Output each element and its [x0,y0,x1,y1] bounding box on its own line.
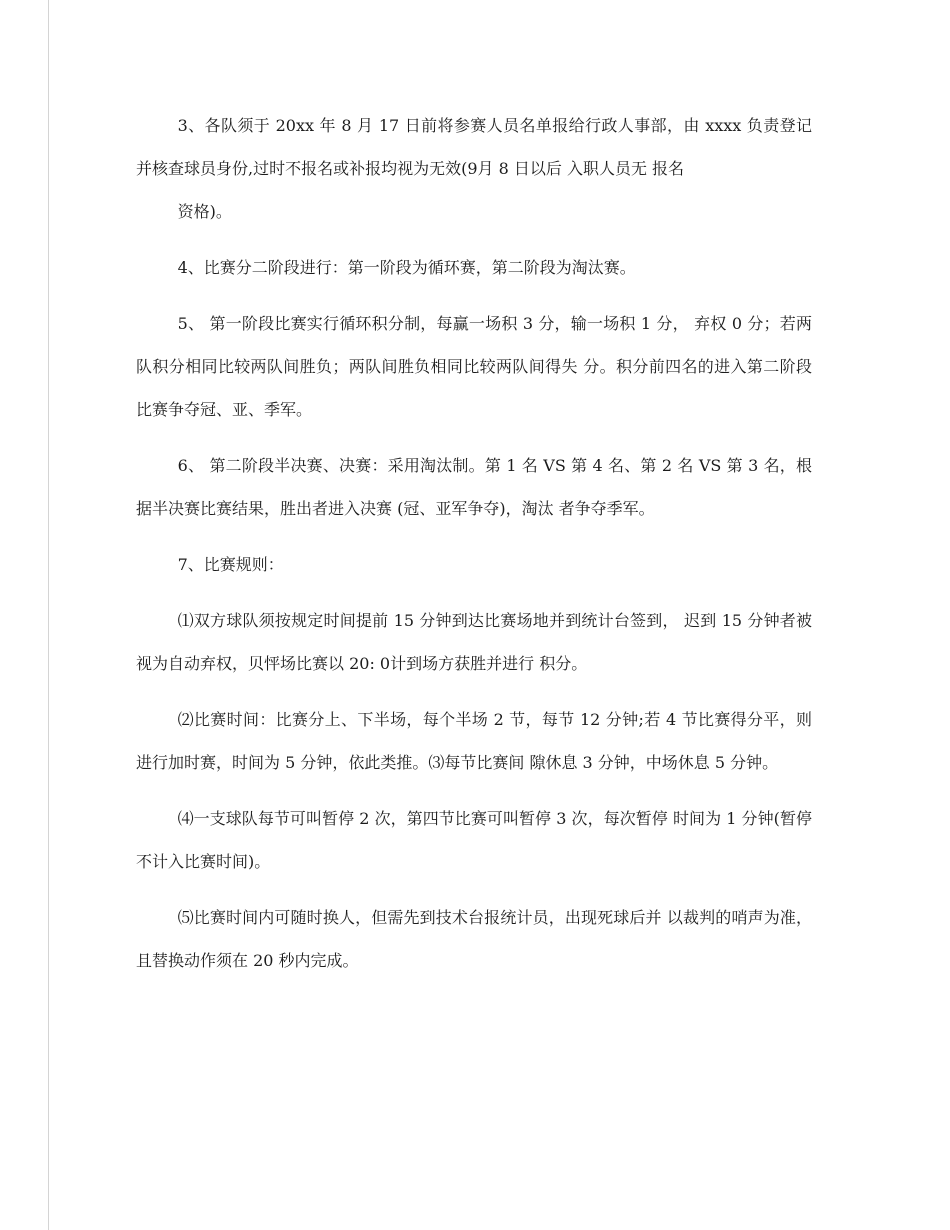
paragraph-knockout: 6、 第二阶段半决赛、决赛：采用淘汰制。第 1 名 VS 第 4 名、第 2 名 VS 第 3 名，根据半决赛比赛结果，胜出者进入决赛 (冠、亚军争夺)，淘汰 者争夺季军。 [136,456,812,518]
paragraph-registration: 3、各队须于 20xx 年 8 月 17 日前将参赛人员名单报给行政人事部，由 xxxx 负责登记并核查球员身份,过时不报名或补报均视为无效(9月 8 日以后 入职人员无 报名 [136,116,812,178]
paragraph-registration-continued: 资格)。 [177,202,232,221]
paragraph-rule-4: ⑷一支球队每节可叫暂停 2 次，第四节比赛可叫暂停 3 次，每次暂停 时间为 1 分钟(暂停不计入比赛时间)。 [136,809,812,871]
document-body [136,104,812,995]
paragraph-rule-1: ⑴双方球队须按规定时间提前 15 分钟到达比赛场地并到统计台签到， 迟到 15 分钟者被视为自动弃权，贝怦场比赛以 20: 0计到场方获胜并进行 积分。 [136,611,812,673]
paragraph-rule-5: ⑸比赛时间内可随时换人，但需先到技术台报统计员，出现死球后并 以裁判的哨声为准，且替换动作须在 20 秒内完成。 [136,908,812,970]
paragraph-rules-heading: 7、比赛规则： [177,555,284,574]
paragraph-rule-2-3: ⑵比赛时间：比赛分上、下半场，每个半场 2 节，每节 12 分钟;若 4 节比赛得分平，则进行加时赛，时间为 5 分钟，依此类推。⑶每节比赛间 隙休息 3 分钟，中场休息 5 分钟。 [136,710,812,772]
page-left-border [48,0,49,1230]
paragraph-round-robin: 5、 第一阶段比赛实行循环积分制，每赢一场积 3 分，输一场积 1 分， 弃权 0 分；若两队积分相同比较两队间胜负；两队间胜负相同比较两队间得失 分。积分前四名的进入第二阶段比赛争夺冠、亚、季军。 [136,314,812,419]
paragraph-stages: 4、比赛分二阶段进行：第一阶段为循环赛，第二阶段为淘汰赛。 [177,258,636,277]
